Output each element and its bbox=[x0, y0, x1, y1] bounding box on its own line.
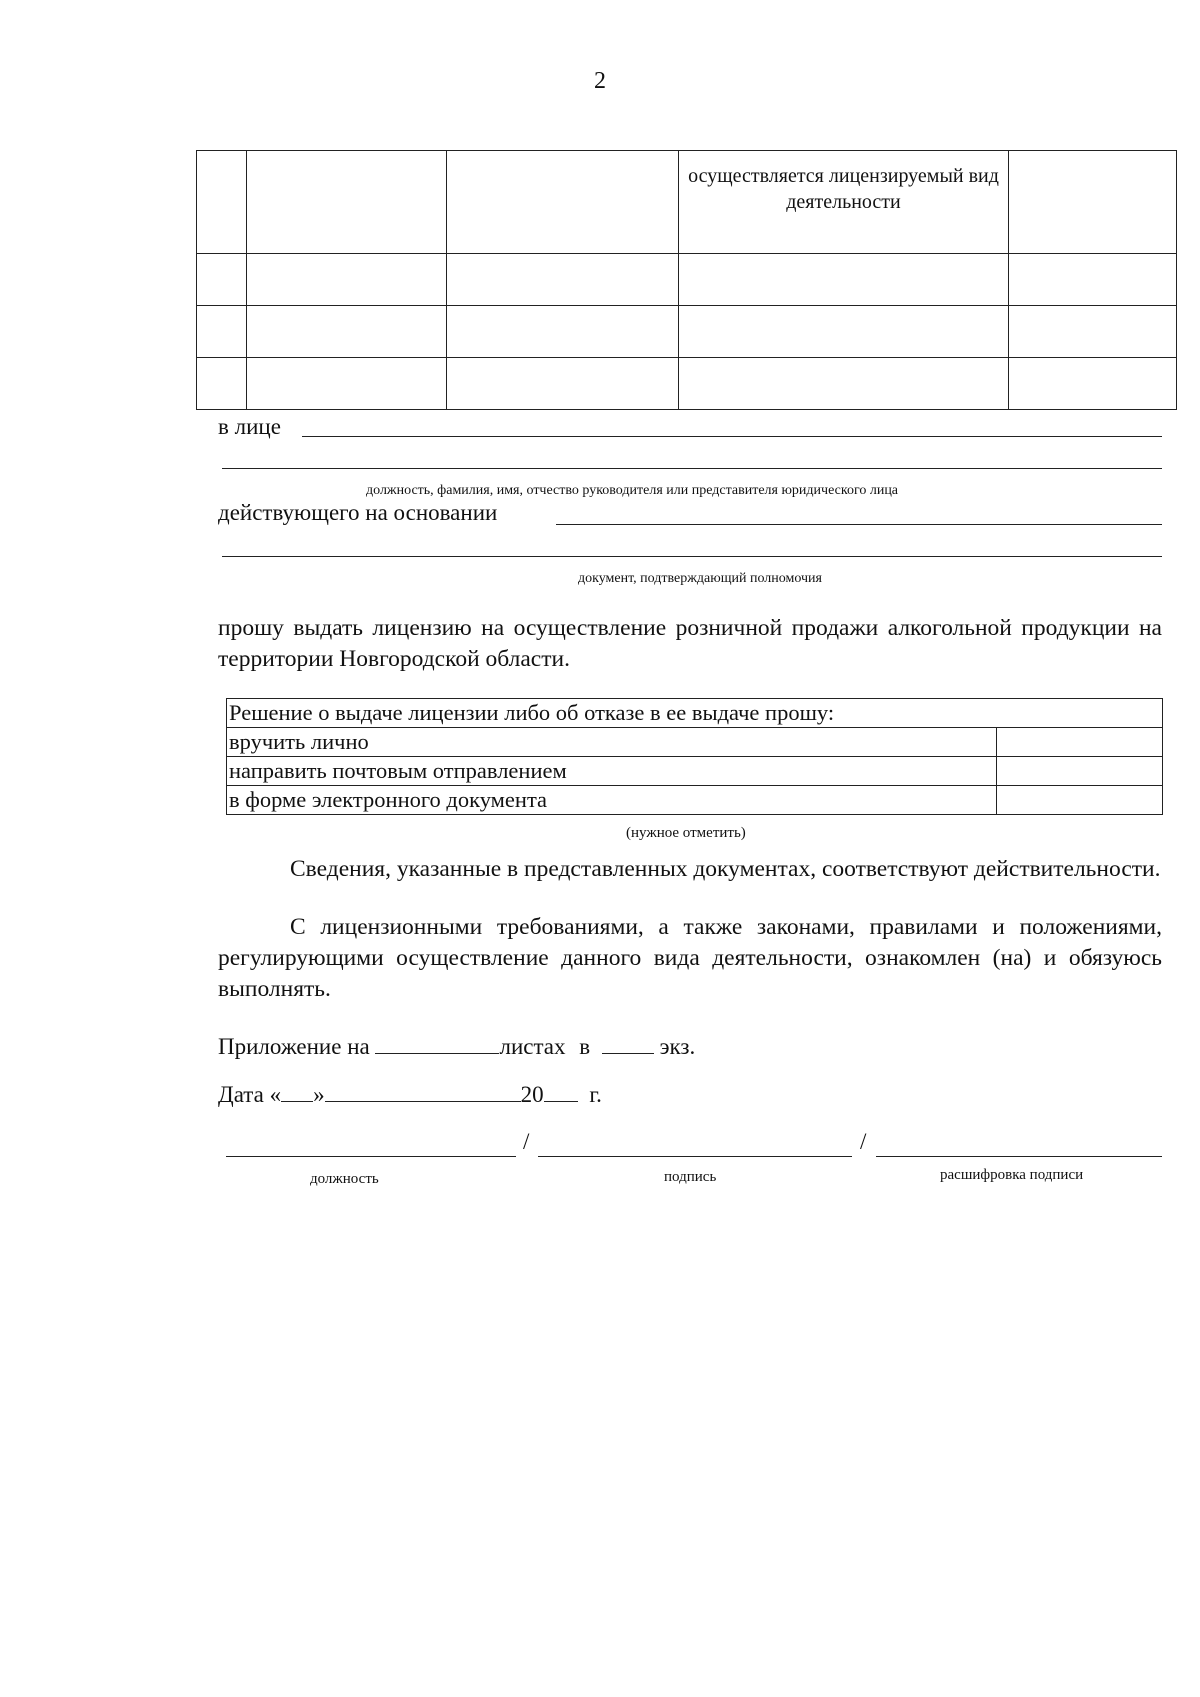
basis-caption: документ, подтверждающий полномочия bbox=[578, 571, 822, 586]
page-number: 2 bbox=[594, 68, 606, 94]
decision-table bbox=[226, 698, 1163, 815]
signature-position-line[interactable] bbox=[226, 1156, 516, 1157]
table-header-cell: осуществляется лицензируемый вид деятельности bbox=[679, 151, 1009, 254]
decision-checkbox-electronic[interactable] bbox=[997, 786, 1163, 815]
table-row bbox=[197, 306, 1177, 358]
signature-sign-line[interactable] bbox=[538, 1156, 852, 1157]
date-year-field[interactable] bbox=[544, 1079, 578, 1102]
decision-option-label: вручить лично bbox=[227, 728, 997, 757]
representative-label: в лице bbox=[218, 414, 281, 439]
attachment-sheets-label: листах bbox=[499, 1034, 566, 1059]
representative-caption: должность, фамилия, имя, отчество руководителя или представителя юридического лица bbox=[366, 483, 899, 498]
attachment-copies-field[interactable] bbox=[602, 1031, 654, 1054]
date-day-field[interactable] bbox=[281, 1079, 313, 1102]
date-month-field[interactable] bbox=[325, 1079, 521, 1102]
basis-line-2[interactable] bbox=[222, 556, 1162, 557]
table-row bbox=[227, 728, 1163, 757]
basis-line[interactable] bbox=[556, 524, 1162, 525]
table-row bbox=[227, 757, 1163, 786]
signature-separator: / bbox=[523, 1129, 530, 1154]
decoding-caption: расшифровка подписи bbox=[940, 1167, 1084, 1183]
date-year-suffix: г. bbox=[589, 1082, 602, 1107]
date-close-quote: » bbox=[313, 1082, 325, 1107]
statement-accuracy: Сведения, указанные в представленных документах, соответствуют действительности. bbox=[290, 856, 1161, 882]
decision-option-label: в форме электронного документа bbox=[227, 786, 997, 815]
table-cell bbox=[1009, 151, 1177, 254]
attachment-line bbox=[218, 1031, 695, 1060]
signature-caption: подпись bbox=[664, 1169, 717, 1185]
table-cell bbox=[197, 151, 247, 254]
attachment-prefix: Приложение на bbox=[218, 1034, 370, 1059]
table-row bbox=[227, 786, 1163, 815]
table-cell bbox=[247, 151, 447, 254]
signature-separator: / bbox=[860, 1129, 867, 1154]
decision-option-label: направить почтовым отправлением bbox=[227, 757, 997, 786]
signature-decoding-line[interactable] bbox=[876, 1156, 1162, 1157]
decision-note: (нужное отметить) bbox=[626, 825, 746, 841]
attachment-in-label: в bbox=[579, 1034, 591, 1059]
request-paragraph: прошу выдать лицензию на осуществление розничной продажи алкогольной продукции на территории Новгородской области. bbox=[218, 615, 1162, 672]
table-row bbox=[197, 358, 1177, 410]
date-prefix: Дата « bbox=[218, 1082, 282, 1107]
decision-checkbox-mail[interactable] bbox=[997, 757, 1163, 786]
table-row bbox=[197, 254, 1177, 306]
date-century: 20 bbox=[520, 1082, 544, 1107]
decision-title: Решение о выдаче лицензии либо об отказе в ее выдаче прошу: bbox=[227, 699, 1163, 728]
basis-label: действующего на основании bbox=[218, 500, 498, 525]
statement-requirements: С лицензионными требованиями, а также законами, правилами и положениями, регулирующими осуществление данного вида деятельности, ознакомлен (на) и обязуюсь выполнять. bbox=[218, 914, 1162, 1002]
position-caption: должность bbox=[310, 1171, 379, 1187]
attachment-sheets-field[interactable] bbox=[375, 1031, 499, 1054]
activity-table bbox=[196, 150, 1177, 410]
representative-line-2[interactable] bbox=[222, 468, 1162, 469]
decision-checkbox-personal[interactable] bbox=[997, 728, 1163, 757]
representative-line[interactable] bbox=[302, 436, 1162, 437]
table-cell bbox=[447, 151, 679, 254]
attachment-copies-label: экз. bbox=[659, 1034, 696, 1059]
date-line bbox=[218, 1079, 602, 1108]
